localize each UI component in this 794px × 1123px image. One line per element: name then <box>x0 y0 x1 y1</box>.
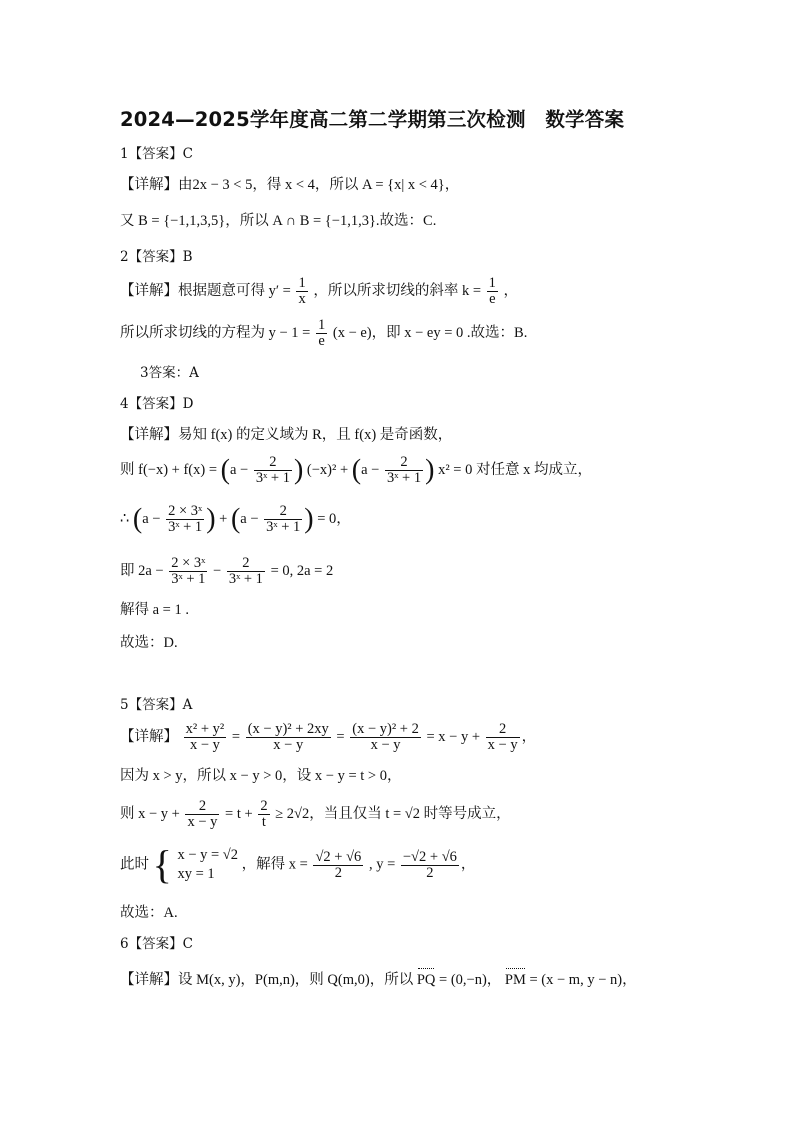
denominator: x − y <box>187 814 218 830</box>
denominator: e <box>489 291 496 307</box>
numerator: −√2 + √6 <box>402 848 457 865</box>
q5-frac-8 <box>401 850 459 881</box>
q6-d1-text: 【详解】设 M(x, y)，P(m,n)，则 Q(m,0)，所以 <box>120 972 414 988</box>
brace-icon: { <box>152 842 172 887</box>
denominator: x − y <box>370 737 401 753</box>
denominator: x − y <box>487 737 518 753</box>
q5-frac-6 <box>258 799 269 830</box>
q6-answer: 6【答案】C <box>120 936 193 952</box>
numerator: 2 <box>185 799 219 815</box>
q4-d2-end: x² = 0 对任意 x 均成立， <box>438 461 592 478</box>
q2-d2-text-b: (x − e)，即 x − ey = 0 .故选：B. <box>332 324 528 341</box>
q4-d4-text: 即 2a − <box>120 562 164 579</box>
q5-frac-3 <box>350 722 421 753</box>
q5-frac-2 <box>246 722 331 753</box>
q4-d4-end: = 0, 2a = 2 <box>270 562 334 579</box>
denominator: 3ˣ + 1 <box>255 470 290 486</box>
denominator: 2 <box>426 864 434 881</box>
q5-d4-text-b: ，解得 x = <box>241 856 308 873</box>
q5-d3-mid: = t + <box>225 805 253 822</box>
q5-d3-end: ≥ 2√2，当且仅当 t = √2 时等号成立， <box>275 805 511 822</box>
numerator: √2 + √6 <box>315 848 362 865</box>
q5-frac-1 <box>184 722 227 753</box>
q6-d1-text-c: = (x − m, y − n)， <box>529 972 637 988</box>
q1-detail-2: 又 B = {−1,1,3,5}，所以 A ∩ B = {−1,1,3}.故选：C. <box>120 213 437 229</box>
q5-d3-text: 则 x − y + <box>120 805 180 822</box>
q5-answer: 5【答案】A <box>120 697 193 713</box>
q5-detail-1: 【详解】 $\frac{\text{x² + y²}}{x - y}$ = $\frac{\text{(x − y)² + 2xy}}{x - y}$ = $\frac{\text{(x − y)² + 2}}{x - y}$ = x − y + $\frac{2}{x - y}$ ， <box>120 721 537 753</box>
q2-d1-text: 【详解】根据题意可得 y′ = <box>120 282 291 299</box>
q4-frac-3 <box>166 504 204 535</box>
therefore-symbol: ∴ <box>120 510 130 527</box>
q2-frac-1 <box>296 276 307 307</box>
q5-d1-end: ， <box>521 728 537 745</box>
q4-answer: 4【答案】D <box>120 396 194 412</box>
page-title: 2024—2025学年度高二第二学期第三次检测 数学答案 <box>120 108 625 131</box>
q4-frac-2 <box>385 455 423 486</box>
numerator: 2 <box>227 556 265 572</box>
q5-detail-3 <box>120 799 511 830</box>
q2-frac-2 <box>487 276 498 307</box>
q4-d2-text: 则 f(−x) + f(x) = <box>120 461 218 478</box>
q4-detail-2: 则 f(−x) + f(x) = (a − $\frac{2}{\text{3ˣ + 1}}$ ) (−x)² + (a − $\frac{2}{\text{3ˣ + 1}}$ ) x² = 0 对任意 x 均成立， <box>120 454 592 486</box>
q5-detail-2: 因为 x > y，所以 x − y > 0，设 x − y = t > 0， <box>120 768 402 784</box>
q5-d1-mid: x − y + <box>438 728 481 745</box>
denominator: 3ˣ + 1 <box>171 571 206 587</box>
q5-d4-mid: , y = <box>368 856 396 873</box>
numerator: 2 × 3ˣ <box>168 503 203 519</box>
q5-frac-7 <box>313 850 363 881</box>
denominator: 3ˣ + 1 <box>266 519 301 535</box>
q4-detail-6: 故选：D. <box>120 635 178 651</box>
numerator: 2 <box>264 504 302 520</box>
numerator: x² + y² <box>185 721 225 737</box>
q2-d2-text: 所以所求切线的方程为 y − 1 = <box>120 324 311 341</box>
system-line-1: x − y = √2 <box>177 847 239 863</box>
q2-detail-2 <box>120 318 527 349</box>
denominator: 3ˣ + 1 <box>386 470 422 486</box>
numerator: 2 <box>254 455 292 471</box>
q4-frac-1 <box>254 455 292 486</box>
q2-detail-1 <box>120 276 518 307</box>
q5-frac-5 <box>185 799 219 830</box>
vector-pq: PQ <box>416 972 436 988</box>
q4-frac-6 <box>227 556 265 587</box>
q5-d4-end: ， <box>460 856 476 873</box>
q2-d1-text-c: ， <box>503 282 519 299</box>
numerator: (x − y)² + 2xy <box>247 721 329 737</box>
denominator: t <box>261 814 266 830</box>
numerator: 1 <box>488 275 496 291</box>
vector-pm: PM <box>504 972 526 988</box>
q4-frac-4 <box>264 504 302 535</box>
denominator: 2 <box>334 864 343 881</box>
q1-detail-1: 【详解】由2x − 3 < 5，得 x < 4，所以 A = {x| x < 4}， <box>120 177 460 193</box>
equation-system <box>177 846 238 884</box>
denominator: 3ˣ + 1 <box>168 519 203 535</box>
q2-answer: 2【答案】B <box>120 249 193 265</box>
q3-answer: 3答案：A <box>140 365 199 381</box>
q6-d1-text-b: = (0,−n)， <box>439 972 502 988</box>
numerator: 2 <box>385 455 423 471</box>
numerator: 2 × 3ˣ <box>171 555 206 571</box>
q2-d1-text-b: ，所以所求切线的斜率 k = <box>313 282 482 299</box>
numerator: 1 <box>317 317 326 333</box>
q2-frac-3 <box>316 318 327 349</box>
denominator: x − y <box>273 737 304 753</box>
denominator: x <box>298 291 306 307</box>
q4-detail-3: ∴ (a − $\frac{\text{2 × 3ˣ}}{\text{3ˣ + 1}}$ ) + (a − $\frac{2}{\text{3ˣ + 1}}$ ) = 0， <box>120 503 351 535</box>
denominator: 3ˣ + 1 <box>228 571 263 587</box>
q5-frac-4 <box>486 722 520 753</box>
numerator: 1 <box>298 275 306 291</box>
q5-d1-text: 【详解】 <box>120 728 178 745</box>
q4-detail-4: 即 2a − $\frac{\text{2 × 3ˣ}}{\text{3ˣ + 1}}$ − $\frac{2}{\text{3ˣ + 1}}$ = 0, 2a = 2 <box>120 555 334 587</box>
numerator: 2 <box>260 798 268 814</box>
q4-frac-5 <box>169 556 207 587</box>
q6-detail-1 <box>120 971 637 989</box>
system-line-2: xy = 1 <box>177 866 215 882</box>
q5-d4-text: 此时 <box>120 856 149 873</box>
q4-detail-5: 解得 a = 1 . <box>120 602 189 618</box>
q4-d3-end: = 0， <box>317 510 351 527</box>
denominator: x − y <box>189 737 220 753</box>
numerator: 2 <box>486 722 520 738</box>
denominator: e <box>318 333 325 349</box>
q5-detail-5: 故选：A. <box>120 905 178 921</box>
q1-answer: 1【答案】C <box>120 146 193 162</box>
numerator: (x − y)² + 2 <box>352 721 419 737</box>
q4-d2-mid: (−x)² + <box>306 461 349 478</box>
q5-detail-4 <box>120 842 476 887</box>
q4-detail-1: 【详解】易知 f(x) 的定义域为 R，且 f(x) 是奇函数， <box>120 427 453 443</box>
